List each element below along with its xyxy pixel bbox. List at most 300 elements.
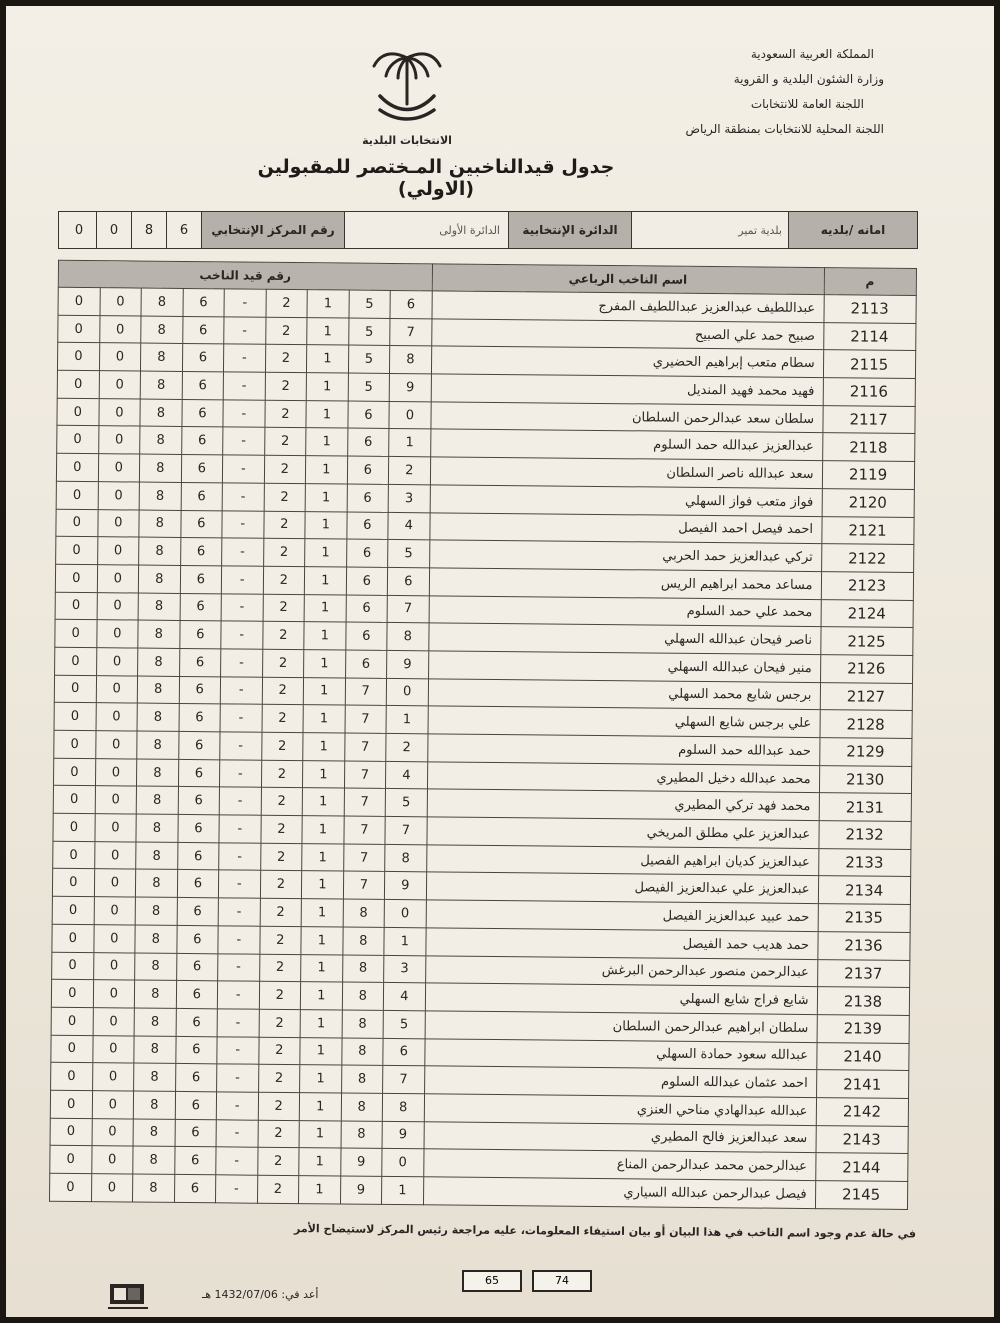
reg-digit-cell: 1 [299, 1176, 341, 1204]
reg-digit-cell: 8 [138, 648, 180, 676]
reg-digit-cell: 7 [344, 816, 386, 844]
voters-table [49, 260, 917, 1210]
name-cell: احمد عثمان عبدالله السلوم [424, 1066, 816, 1097]
reg-digit-cell: 8 [135, 925, 177, 953]
reg-digit-cell: - [216, 1119, 258, 1147]
reg-digit-cell: - [220, 704, 262, 732]
name-cell: عبدالرحمن منصور عبدالرحمن البرغش [425, 955, 817, 986]
reg-digit-cell: 1 [302, 816, 344, 844]
name-cell: عبدالرحمن محمد عبدالرحمن المناع [423, 1149, 815, 1180]
reg-digit-cell: 6 [174, 1174, 216, 1202]
reg-digit-cell: 0 [55, 619, 97, 647]
reg-digit-cell: 6 [176, 1008, 218, 1036]
seq-cell: 2140 [816, 1042, 908, 1071]
name-cell: حمد عبيد عبدالعزيز الفيصل [426, 900, 818, 931]
seq-cell: 2115 [823, 350, 915, 379]
reg-digit-cell: 6 [178, 787, 220, 815]
reg-digit-cell: 6 [175, 1036, 217, 1064]
reg-digit-cell: 8 [341, 1093, 383, 1121]
reg-digit-cell: 0 [57, 398, 99, 426]
header-line: وزارة الشئون البلدية و القروية [733, 72, 884, 86]
reg-digit-cell: 1 [304, 622, 346, 650]
reg-digit-cell: 6 [180, 510, 222, 538]
reg-digit-cell: 1 [306, 400, 348, 428]
reg-digit-cell: 6 [179, 621, 221, 649]
reg-digit-cell: 7 [383, 1066, 425, 1094]
name-cell: مساعد محمد ابراهيم الريس [429, 568, 821, 599]
reg-digit-cell: 8 [342, 982, 384, 1010]
reg-digit-cell: 0 [92, 1091, 134, 1119]
reg-digit-cell: 6 [178, 814, 220, 842]
reg-digit-cell: 1 [300, 1009, 342, 1037]
reg-digit-cell: 1 [301, 899, 343, 927]
reg-digit-cell: - [224, 317, 266, 345]
reg-digit-cell: 4 [386, 761, 428, 789]
reg-digit-cell: 6 [345, 650, 387, 678]
header-line: المملكة العربية السعودية [750, 47, 874, 61]
reg-digit-cell: 0 [56, 481, 98, 509]
reg-digit-cell: 2 [262, 677, 304, 705]
center-digit: 0 [96, 212, 131, 248]
reg-digit-cell: 8 [134, 980, 176, 1008]
reg-digit-cell: 8 [140, 426, 182, 454]
name-cell: منير فيحان عبدالله السهلي [428, 651, 820, 682]
reg-digit-cell: 8 [342, 955, 384, 983]
reg-digit-cell: 2 [259, 981, 301, 1009]
name-cell: عبدالعزيز عبدالله حمد السلوم [430, 429, 822, 460]
reg-digit-cell: 0 [97, 565, 139, 593]
reg-digit-cell: 6 [181, 427, 223, 455]
reg-digit-cell: 6 [347, 456, 389, 484]
reg-digit-cell: 8 [139, 482, 181, 510]
reg-digit-cell: 4 [383, 983, 425, 1011]
reg-digit-cell: 6 [182, 344, 224, 372]
reg-digit-cell: 2 [263, 538, 305, 566]
name-cell: سطام متعب إبراهيم الحضيري [431, 346, 823, 377]
reg-digit-cell: 0 [57, 426, 99, 454]
seq-cell: 2114 [823, 322, 915, 351]
reg-digit-cell: 2 [258, 1037, 300, 1065]
seq-cell: 2144 [815, 1153, 907, 1182]
reg-digit-cell: 8 [135, 897, 177, 925]
reg-digit-cell: 0 [56, 509, 98, 537]
reg-digit-cell: 8 [382, 1093, 424, 1121]
reg-digit-cell: 7 [390, 318, 432, 346]
reg-digit-cell: 8 [342, 927, 384, 955]
seq-cell: 2113 [824, 295, 916, 324]
name-cell: محمد علي حمد السلوم [429, 595, 821, 626]
reg-digit-cell: 0 [97, 537, 139, 565]
reg-digit-cell: 2 [263, 594, 305, 622]
reg-digit-cell: 1 [307, 345, 349, 373]
seq-cell: 2118 [822, 433, 914, 462]
name-cell: برجس شايع محمد السهلي [428, 678, 820, 709]
reg-digit-cell: 2 [262, 649, 304, 677]
reg-digit-cell: - [217, 1009, 259, 1037]
name-cell: صبيح حمد علي الصبيح [431, 319, 823, 350]
reg-digit-cell: 2 [388, 457, 430, 485]
name-cell: ناصر فيحان عبدالله السهلي [428, 623, 820, 654]
reg-digit-cell: 6 [346, 567, 388, 595]
reg-digit-cell: 7 [345, 678, 387, 706]
seq-cell: 2138 [817, 987, 909, 1016]
reg-digit-cell: 0 [99, 398, 141, 426]
reg-digit-cell: 1 [303, 677, 345, 705]
reg-digit-cell: 8 [390, 346, 432, 374]
reg-digit-cell: 7 [387, 595, 429, 623]
reg-digit-cell: 0 [52, 869, 94, 897]
reg-digit-cell: 5 [349, 290, 391, 318]
reg-digit-cell: 5 [385, 789, 427, 817]
reg-digit-cell: 0 [50, 1146, 92, 1174]
reg-digit-cell: 1 [384, 927, 426, 955]
logo-caption: الانتخابات البلدية [362, 134, 452, 147]
reg-digit-cell: 8 [341, 1038, 383, 1066]
reg-digit-cell: 8 [138, 620, 180, 648]
reg-digit-cell: 0 [52, 924, 94, 952]
reg-digit-cell: - [216, 1175, 258, 1203]
document-page [6, 6, 994, 1317]
reg-digit-cell: 6 [387, 567, 429, 595]
reg-digit-cell: 0 [98, 481, 140, 509]
reg-digit-cell: 6 [179, 648, 221, 676]
reg-digit-cell: 6 [347, 484, 389, 512]
reg-digit-cell: 5 [348, 345, 390, 373]
seq-cell: 2127 [820, 682, 912, 711]
reg-digit-cell: 0 [93, 952, 135, 980]
name-cell: عبدالله عبدالهادي مناحي العنزي [424, 1094, 816, 1125]
reg-digit-cell: 2 [260, 871, 302, 899]
name-cell: فهيد محمد فهيد المنديل [431, 374, 823, 405]
seq-cell: 2141 [816, 1070, 908, 1099]
name-cell: محمد عبدالله دخيل المطيري [427, 762, 819, 793]
reg-digit-cell: 6 [183, 288, 225, 316]
reg-digit-cell: 8 [387, 623, 429, 651]
palm-swords-icon [352, 44, 462, 134]
seq-cell: 2123 [821, 571, 913, 600]
reg-digit-cell: 6 [182, 316, 224, 344]
reg-digit-cell: 0 [58, 315, 100, 343]
seq-cell: 2122 [821, 544, 913, 573]
reg-digit-cell: 2 [261, 732, 303, 760]
reg-digit-cell: 7 [343, 871, 385, 899]
reg-digit-cell: 2 [259, 954, 301, 982]
seq-cell: 2119 [822, 461, 914, 490]
reg-digit-cell: 8 [134, 1008, 176, 1036]
reg-digit-cell: 6 [345, 622, 387, 650]
reg-digit-cell: 5 [348, 373, 390, 401]
reg-digit-cell: 0 [98, 454, 140, 482]
seq-cell: 2132 [818, 821, 910, 850]
seq-cell: 2129 [819, 738, 911, 767]
reg-digit-cell: 1 [300, 1037, 342, 1065]
header-line: اللجنة المحلية للانتخابات بمنطقة الرياض [685, 122, 884, 136]
reg-digit-cell: 0 [93, 980, 135, 1008]
seq-cell: 2130 [819, 765, 911, 794]
reg-digit-cell: 0 [58, 287, 100, 315]
reg-digit-cell: 1 [307, 290, 349, 318]
reg-digit-cell: 6 [346, 512, 388, 540]
reg-digit-cell: 0 [98, 426, 140, 454]
reg-digit-cell: 8 [139, 537, 181, 565]
info-bar [58, 211, 918, 249]
reg-digit-cell: - [218, 926, 260, 954]
reg-digit-cell: 6 [347, 401, 389, 429]
reg-digit-cell: 9 [340, 1148, 382, 1176]
reg-digit-cell: 0 [55, 564, 97, 592]
municipality-label: امانه /بلديه [788, 212, 917, 248]
reg-digit-cell: - [221, 649, 263, 677]
center-label: رقم المركز الإنتخابي [201, 212, 344, 248]
reg-digit-cell: 2 [265, 317, 307, 345]
reg-digit-cell: 6 [181, 482, 223, 510]
reg-digit-cell: 0 [53, 813, 95, 841]
reg-digit-cell: 6 [179, 704, 221, 732]
reg-digit-cell: 0 [382, 1149, 424, 1177]
reg-digit-cell: - [221, 621, 263, 649]
reg-digit-cell: 0 [51, 1007, 93, 1035]
reg-digit-cell: 6 [177, 842, 219, 870]
reg-digit-cell: 0 [55, 592, 97, 620]
reg-digit-cell: 2 [257, 1175, 299, 1203]
name-cell: تركي عبدالعزيز حمد الحربي [429, 540, 821, 571]
reg-digit-cell: 6 [177, 870, 219, 898]
reg-digit-cell: 0 [96, 648, 138, 676]
reg-digit-cell: 2 [258, 1092, 300, 1120]
reg-digit-cell: 6 [175, 1064, 217, 1092]
reg-digit-cell: 9 [387, 650, 429, 678]
reg-digit-cell: 2 [262, 705, 304, 733]
document-title: جدول قيدالناخبين المـختصر للمقبولين (الاولي) [257, 156, 615, 200]
col-name-header: اسم الناخب الرباعي [432, 264, 824, 295]
reg-digit-cell: 0 [91, 1146, 133, 1174]
reg-digit-cell: - [217, 1036, 259, 1064]
reg-digit-cell: - [218, 870, 260, 898]
reg-digit-cell: 4 [388, 512, 430, 540]
reg-digit-cell: 2 [386, 733, 428, 761]
center-digit: 0 [74, 222, 84, 238]
center-digit: 6 [166, 212, 201, 248]
reg-digit-cell: 2 [264, 455, 306, 483]
reg-digit-cell: - [217, 981, 259, 1009]
reg-digit-cell: 1 [303, 760, 345, 788]
reg-digit-cell: 1 [300, 1065, 342, 1093]
seq-cell: 2136 [817, 931, 909, 960]
reg-digit-cell: 0 [50, 1118, 92, 1146]
reg-digit-cell: 0 [97, 509, 139, 537]
reg-digit-cell: 8 [134, 1036, 176, 1064]
reg-digit-cell: 6 [181, 455, 223, 483]
seq-cell: 2124 [821, 599, 913, 628]
reg-digit-cell: 6 [178, 759, 220, 787]
reg-digit-cell: 2 [260, 898, 302, 926]
name-cell: عبدالعزيز كديان ابراهيم الفصيل [426, 845, 818, 876]
reg-digit-cell: 8 [141, 288, 183, 316]
reg-digit-cell: 1 [304, 650, 346, 678]
reg-digit-cell: 0 [95, 814, 137, 842]
reg-digit-cell: 8 [136, 786, 178, 814]
reg-digit-cell: 0 [51, 979, 93, 1007]
footer-note [116, 1221, 916, 1241]
seq-cell: 2133 [818, 848, 910, 877]
reg-digit-cell: 0 [94, 869, 136, 897]
reg-digit-cell: 8 [137, 759, 179, 787]
reg-digit-cell: 6 [175, 1091, 217, 1119]
reg-digit-cell: - [224, 344, 266, 372]
page-number-boxes [462, 1270, 592, 1292]
reg-digit-cell: 0 [93, 1008, 135, 1036]
reg-digit-cell: - [216, 1147, 258, 1175]
reg-digit-cell: - [222, 483, 264, 511]
reg-digit-cell: 0 [92, 1118, 134, 1146]
reg-digit-cell: 0 [51, 1062, 93, 1090]
reg-digit-cell: 0 [50, 1090, 92, 1118]
district-label: الدائرة الإنتخابية [508, 212, 631, 248]
reg-digit-cell: 1 [301, 926, 343, 954]
name-cell: محمد فهد تركي المطيري [427, 789, 819, 820]
reg-digit-cell: 1 [306, 373, 348, 401]
name-cell: حمد عبدالله حمد السلوم [427, 734, 819, 765]
reg-digit-cell: - [222, 538, 264, 566]
reg-digit-cell: 0 [54, 730, 96, 758]
header-line: اللجنة العامة للانتخابات [750, 97, 864, 111]
reg-digit-cell: 8 [133, 1174, 175, 1202]
seq-cell: 2131 [819, 793, 911, 822]
reg-digit-cell: - [218, 898, 260, 926]
reg-digit-cell: 1 [304, 594, 346, 622]
reg-digit-cell: 8 [133, 1091, 175, 1119]
reg-digit-cell: 8 [135, 953, 177, 981]
reg-digit-cell: 0 [99, 371, 141, 399]
reg-digit-cell: 1 [301, 954, 343, 982]
page-box: 65 [462, 1270, 522, 1292]
seq-cell: 2135 [818, 904, 910, 933]
reg-digit-cell: 6 [174, 1147, 216, 1175]
reg-digit-cell: - [222, 455, 264, 483]
note-line: في حالة عدم وجود اسم الناخب في هذا البيان أو بيان استيفاء المعلومات، عليه مراجعة رئيس المركز لاستيضاح الأمر [293, 1222, 917, 1241]
reg-digit-cell: 7 [344, 761, 386, 789]
seq-cell: 2117 [822, 405, 914, 434]
name-cell: فيصل عبدالرحمن عبدالله السياري [423, 1177, 815, 1208]
reg-digit-cell: 7 [345, 705, 387, 733]
reg-digit-cell: 1 [302, 788, 344, 816]
reg-digit-cell: - [219, 787, 261, 815]
reg-digit-cell: 3 [384, 955, 426, 983]
district-value: الدائرة الأولى [344, 212, 508, 248]
reg-digit-cell: 1 [305, 511, 347, 539]
seq-cell: 2116 [823, 378, 915, 407]
name-cell: حمد هديب حمد الفيصل [425, 928, 817, 959]
seq-cell: 2145 [815, 1181, 907, 1210]
reg-digit-cell: 9 [389, 374, 431, 402]
reg-digit-cell: 2 [262, 621, 304, 649]
reg-digit-cell: 8 [137, 731, 179, 759]
reg-digit-cell: 8 [140, 371, 182, 399]
seq-cell: 2125 [820, 627, 912, 656]
reg-digit-cell: 1 [306, 428, 348, 456]
reg-digit-cell: 6 [346, 539, 388, 567]
ministry-header [624, 42, 884, 142]
reg-digit-cell: 2 [261, 815, 303, 843]
reg-digit-cell: 8 [139, 510, 181, 538]
reg-digit-cell: 1 [305, 483, 347, 511]
reg-digit-cell: 7 [343, 844, 385, 872]
reg-digit-cell: - [221, 566, 263, 594]
seq-cell: 2139 [817, 1014, 909, 1043]
reg-digit-cell: - [223, 400, 265, 428]
reg-digit-cell: 0 [389, 401, 431, 429]
reg-digit-cell: - [219, 815, 261, 843]
reg-digit-cell: - [219, 843, 261, 871]
reg-digit-cell: 7 [344, 733, 386, 761]
municipality-value: بلدية تمير [631, 212, 788, 248]
reg-digit-cell: 6 [346, 595, 388, 623]
reg-digit-cell: - [217, 1064, 259, 1092]
reg-digit-cell: 2 [259, 926, 301, 954]
reg-digit-cell: 2 [258, 1064, 300, 1092]
reg-digit-cell: 1 [303, 705, 345, 733]
reg-digit-cell: 0 [91, 1174, 133, 1202]
name-cell: احمد فيصل احمد الفيصل [429, 512, 821, 543]
reg-digit-cell: 2 [265, 372, 307, 400]
reg-digit-cell: 0 [92, 1035, 134, 1063]
reg-digit-cell: 8 [138, 593, 180, 621]
reg-digit-cell: 1 [389, 429, 431, 457]
reg-digit-cell: 2 [264, 400, 306, 428]
printer-brand-icon [106, 1278, 152, 1312]
reg-digit-cell: 6 [176, 953, 218, 981]
reg-digit-cell: 0 [96, 703, 138, 731]
reg-digit-cell: 2 [266, 289, 308, 317]
reg-digit-cell: 0 [96, 620, 138, 648]
reg-digit-cell: 1 [299, 1120, 341, 1148]
seq-cell: 2128 [820, 710, 912, 739]
reg-digit-cell: 6 [182, 372, 224, 400]
reg-digit-cell: 0 [52, 952, 94, 980]
reg-digit-cell: 9 [384, 872, 426, 900]
reg-digit-cell: 0 [386, 678, 428, 706]
reg-digit-cell: 3 [388, 484, 430, 512]
reg-digit-cell: 0 [54, 703, 96, 731]
seq-cell: 2121 [821, 516, 913, 545]
reg-digit-cell: 8 [342, 1010, 384, 1038]
col-reg-header: رقم قيد الناخب [58, 260, 432, 291]
reg-digit-cell: 8 [138, 565, 180, 593]
reg-digit-cell: 8 [133, 1146, 175, 1174]
reg-digit-cell: 8 [136, 814, 178, 842]
page-box: 74 [532, 1270, 592, 1292]
reg-digit-cell: 0 [52, 896, 94, 924]
reg-digit-cell: 5 [348, 318, 390, 346]
reg-digit-cell: 6 [175, 1119, 217, 1147]
reg-digit-cell: 6 [383, 1038, 425, 1066]
reg-digit-cell: 0 [95, 731, 137, 759]
reg-digit-cell: 2 [263, 511, 305, 539]
reg-digit-cell: 8 [135, 869, 177, 897]
reg-digit-cell: 6 [176, 925, 218, 953]
reg-digit-cell: 8 [343, 899, 385, 927]
col-seq-header: م [824, 268, 916, 296]
reg-digit-cell: - [224, 289, 266, 317]
reg-digit-cell: 1 [382, 1176, 424, 1204]
reg-digit-cell: 1 [299, 1148, 341, 1176]
reg-digit-cell: 2 [257, 1148, 299, 1176]
center-digit: 8 [131, 212, 166, 248]
reg-digit-cell: 8 [133, 1119, 175, 1147]
name-cell: علي برجس شايع السهلي [428, 706, 820, 737]
reg-digit-cell: 0 [53, 786, 95, 814]
reg-digit-cell: 2 [264, 483, 306, 511]
